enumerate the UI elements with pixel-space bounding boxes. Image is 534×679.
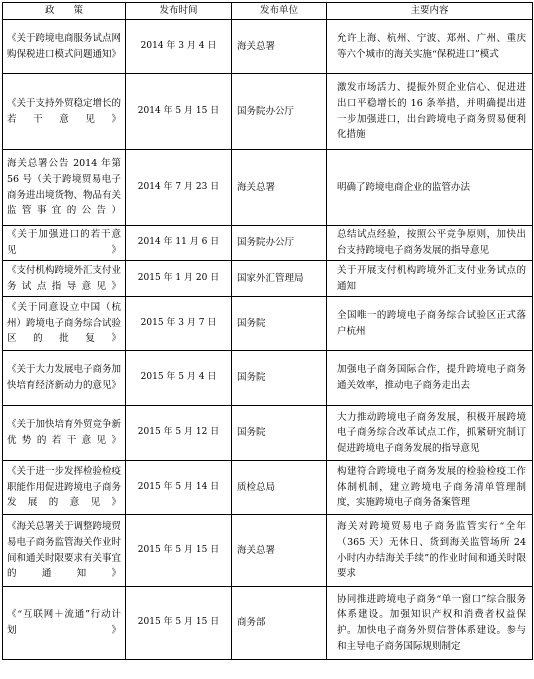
issuer-cell: 国务院 <box>232 351 327 406</box>
table-row <box>3 461 533 515</box>
date-cell: 2015 年 1 月 20 日 <box>126 261 232 297</box>
policy-cell: 《关于大力发展电子商务加快培育经济新动力的意见》 <box>3 351 126 406</box>
table-row <box>3 261 533 297</box>
date-cell: 2015 年 5 月 14 日 <box>126 461 232 515</box>
issuer-cell: 国家外汇管理局 <box>232 261 327 297</box>
date-cell: 2015 年 5 月 12 日 <box>126 406 232 461</box>
date-cell: 2015 年 5 月 15 日 <box>126 587 232 660</box>
table-row <box>3 515 533 587</box>
table-header-row <box>3 3 533 20</box>
issuer-cell: 质检总局 <box>232 461 327 515</box>
policy-cell: 《关于加强进口的若干意见》 <box>3 226 126 261</box>
content-cell: 大力推动跨境电子商务发展，积极开展跨境电子商务综合改革试点工作，抓紧研究制订促进跨境电子商务发展的指导意见 <box>327 406 533 461</box>
issuer-cell: 国务院 <box>232 406 327 461</box>
content-cell: 允许上海、杭州、宁波、郑州、广州、重庆等六个城市的海关实施“保税进口”模式 <box>327 20 533 74</box>
policy-cell: 《支付机构跨境外汇支付业务试点指导意见》 <box>3 261 126 297</box>
date-cell: 2015 年 5 月 4 日 <box>126 351 232 406</box>
issuer-cell: 海关总署 <box>232 150 327 226</box>
header-issuer: 发布单位 <box>232 3 327 20</box>
issuer-cell: 国务院 <box>232 297 327 351</box>
table-row <box>3 74 533 150</box>
policy-cell: 《“互联网＋流通”行动计划》 <box>3 587 126 660</box>
content-cell: 全国唯一的跨境电子商务综合试验区正式落户杭州 <box>327 297 533 351</box>
policy-cell: 《关于同意设立中国（杭州）跨境电子商务综合试验区的批复》 <box>3 297 126 351</box>
table-row <box>3 351 533 406</box>
date-cell: 2015 年 3 月 7 日 <box>126 297 232 351</box>
content-cell: 明确了跨境电商企业的监管办法 <box>327 150 533 226</box>
date-cell: 2014 年 5 月 15 日 <box>126 74 232 150</box>
table-row <box>3 20 533 74</box>
table-row <box>3 297 533 351</box>
date-cell: 2014 年 7 月 23 日 <box>126 150 232 226</box>
header-content: 主要内容 <box>327 3 533 20</box>
date-cell: 2014 年 11 月 6 日 <box>126 226 232 261</box>
content-cell: 关于开展支付机构跨境外汇支付业务试点的通知 <box>327 261 533 297</box>
table-row <box>3 150 533 226</box>
policy-cell: 《关于进一步发挥检验检疫职能作用促进跨境电子商务发展的意见》 <box>3 461 126 515</box>
issuer-cell: 国务院办公厅 <box>232 226 327 261</box>
issuer-cell: 海关总署 <box>232 515 327 587</box>
table-row <box>3 406 533 461</box>
content-cell: 海关对跨境贸易电子商务监管实行“全年（365 天）无休日、货到海关监管场所 24 小时内办结海关手续”的作业时间和通关时限要求 <box>327 515 533 587</box>
table-row <box>3 587 533 660</box>
content-cell: 总结试点经验，按照公平竞争原则，加快出台支持跨境电子商务发展的指导意见 <box>327 226 533 261</box>
content-cell: 加强电子商务国际合作，提升跨境电子商务通关效率，推动电子商务走出去 <box>327 351 533 406</box>
date-cell: 2014 年 3 月 4 日 <box>126 20 232 74</box>
content-cell: 协同推进跨境电子商务“单一窗口”综合服务体系建设。加强知识产权和消费者权益保护。加快电子商务外贸信誉体系建设。参与和主导电子商务国际规则制定 <box>327 587 533 660</box>
table-row <box>3 226 533 261</box>
issuer-cell: 海关总署 <box>232 20 327 74</box>
policy-cell: 《关于跨境电商服务试点网购保税进口模式问题通知》 <box>3 20 126 74</box>
content-cell: 激发市场活力、提振外贸企业信心、促进进出口平稳增长的 16 条举措，并明确提出进一步加强进口，出台跨境电子商务贸易便利化措施 <box>327 74 533 150</box>
header-policy: 政 策 <box>3 3 126 20</box>
policy-cell: 《关于加快培育外贸竞争新优势的若干意见》 <box>3 406 126 461</box>
date-cell: 2015 年 5 月 15 日 <box>126 515 232 587</box>
issuer-cell: 商务部 <box>232 587 327 660</box>
content-cell: 构建符合跨境电子商务发展的检验检疫工作体制机制，建立跨境电子商务清单管理制度，实施跨境电子商务备案管理 <box>327 461 533 515</box>
policy-cell: 《海关总署关于调整跨境贸易电子商务监管海关作业时间和通关时限要求有关事宜的通知》 <box>3 515 126 587</box>
policy-cell: 《关于支持外贸稳定增长的若干意见》 <box>3 74 126 150</box>
issuer-cell: 国务院办公厅 <box>232 74 327 150</box>
header-date: 发布时间 <box>126 3 232 20</box>
policy-cell: 海关总署公告 2014 年第 56 号（关于跨境贸易电子商务进出境货物、物品有关监管事宜的公告） <box>3 150 126 226</box>
policy-table <box>2 2 533 660</box>
